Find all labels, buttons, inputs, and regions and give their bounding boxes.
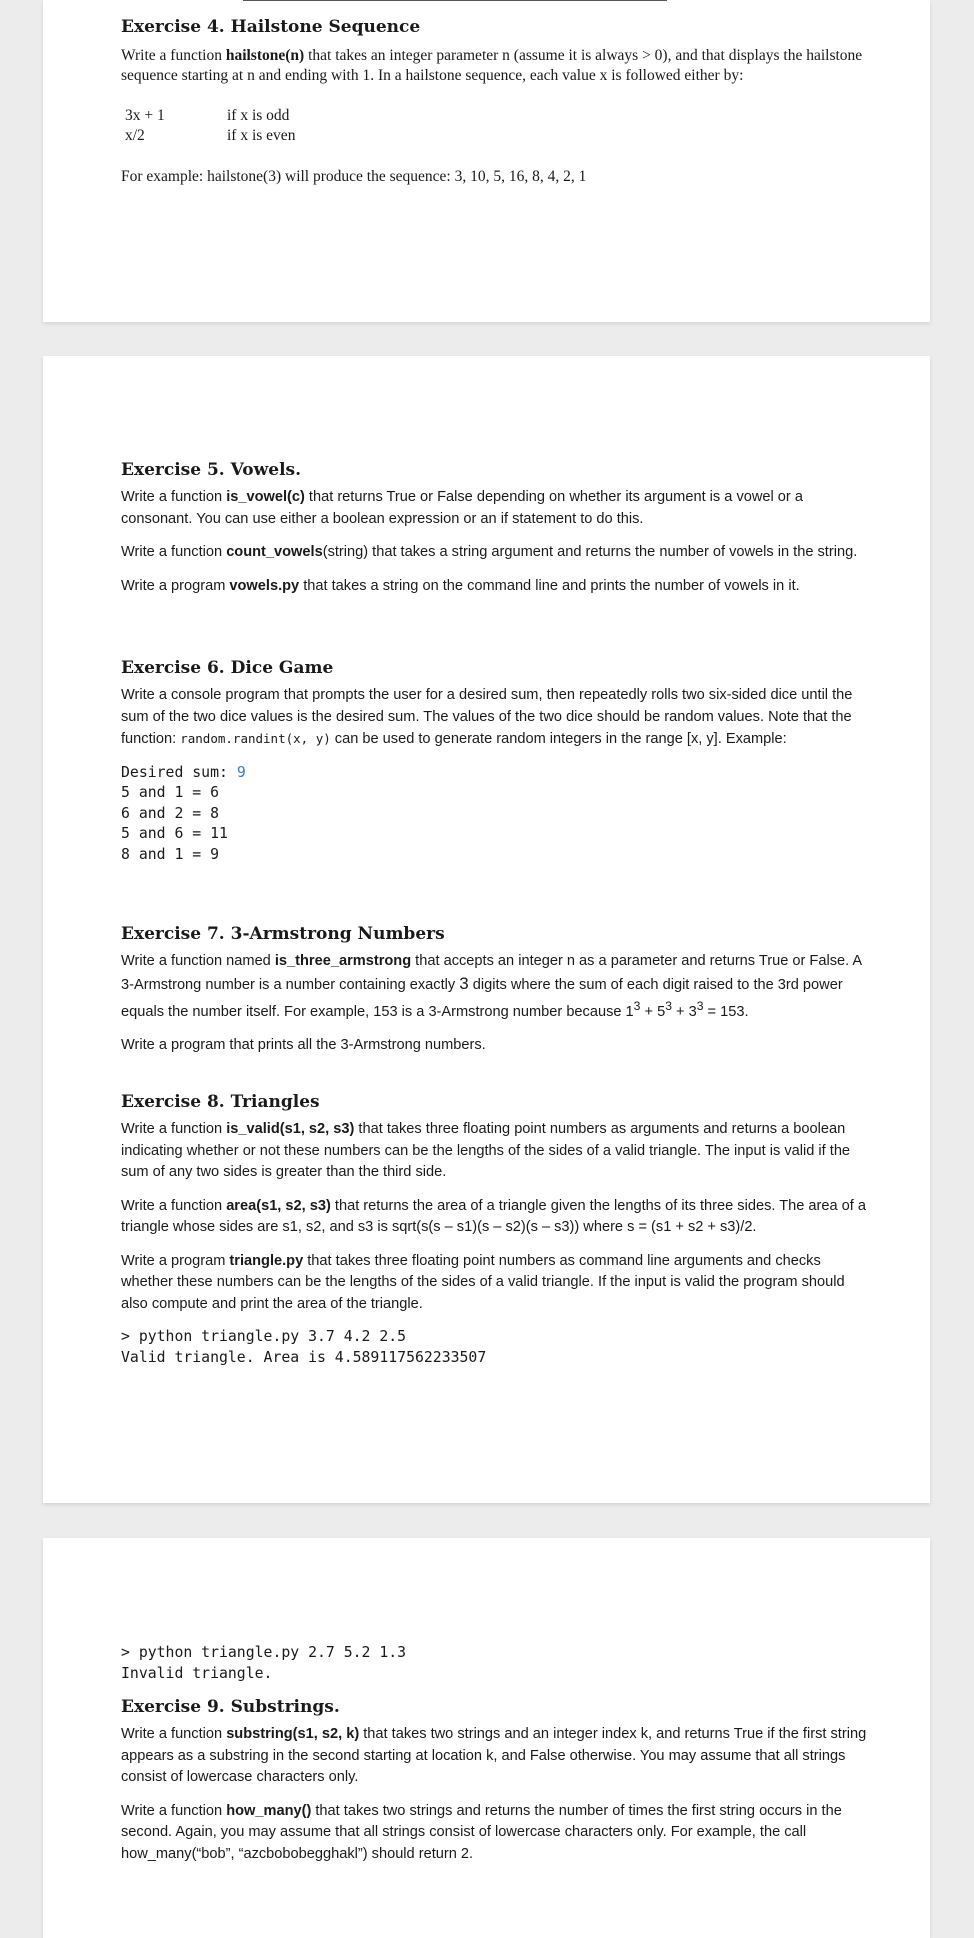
- exercise-7-p2: Write a program that prints all the 3-Armstrong numbers.: [121, 1037, 486, 1054]
- console-line: 5 and 6 = 11: [121, 825, 228, 842]
- exercise-5-title: Exercise 5. Vowels.: [121, 460, 302, 480]
- exercise-4-description: Write a function hailstone(n) that takes an integer parameter n (assume it is always > 0), and that displays the hailstone sequence starting at n and ending with 1. In a hailstone sequence, each value x is followed either by:: [121, 47, 863, 84]
- exercise-7: [121, 923, 871, 1057]
- rule-odd: 3x + 1 if x is odd: [125, 107, 290, 124]
- console-line: Invalid triangle.: [121, 1664, 273, 1682]
- exercise-5-p1: Write a function is_vowel(c) that returns True or False depending on whether its argument is a vowel or a consonant. You can use either a boolean expression or an if statement to do this.: [121, 489, 803, 527]
- exercise-8-p3: Write a program triangle.py that takes three floating point numbers as command line arguments and checks whether these numbers can be the lengths of the sides of a valid triangle. If the input is valid the program should also compute and print the area of the triangle.: [121, 1252, 845, 1312]
- exercise-9-p2: Write a function how_many() that takes two strings and returns the number of times the first string occurs in the second. Again, you may assume that all strings consist of lowercase characters only. For example, the call how_many(“bob”, “azcbobobegghakl”) should return 2.: [121, 1802, 842, 1862]
- exercise-9-p1: Write a function substring(s1, s2, k) that takes two strings and an integer index k, and returns True if the first string appears as a substring in the second starting at location k, and False otherwise. You may assume that all strings consist of lowercase characters only.: [121, 1726, 867, 1785]
- console-line: 5 and 1 = 6: [121, 784, 219, 801]
- exercise-6-title: Exercise 6. Dice Game: [121, 658, 334, 678]
- dice-console-output: [121, 763, 871, 866]
- exercise-7-title: Exercise 7. 3-Armstrong Numbers: [121, 924, 445, 944]
- exercise-9-title: Exercise 9. Substrings.: [121, 1697, 340, 1717]
- exercise-8-p2: Write a function area(s1, s2, s3) that returns the area of a triangle given the lengths of its three sides. The area of a triangle whose sides are s1, s2, and s3 is sqrt(s(s – s1)(s – s2)(s – s3)) where s = (s1 + s2 + s3)/2.: [121, 1197, 867, 1235]
- hailstone-rules: [125, 106, 295, 146]
- rule-even: x/2 if x is even: [125, 127, 296, 144]
- exercise-5-p2: Write a function count_vowels(string) that takes a string argument and returns the number of vowels in the string.: [121, 544, 858, 560]
- triangle-console-output-2: [121, 1643, 871, 1684]
- exercise-9: [121, 1696, 871, 1865]
- exercise-6: [121, 657, 871, 865]
- document-page-2: [43, 356, 930, 1503]
- exercise-7-p1: Write a function named is_three_armstrong that accepts an integer n as a parameter and returns True or False. A 3-Armstrong number is a number containing exactly 3 digits where the sum of each digit raised to the 3rd power equals the number itself. For example, 153 is a 3-Armstrong number because $1^3 + 5^3 + 3^3 = 153$.: [121, 953, 862, 1020]
- cut-off-underline: [243, 0, 667, 1]
- exercise-4-example: For example: hailstone(3) will produce the sequence: 3, 10, 5, 16, 8, 4, 2, 1: [121, 168, 587, 185]
- triangle-console-output-1: [121, 1327, 871, 1368]
- console-line: 8 and 1 = 9: [121, 845, 219, 863]
- exercise-5-p3: Write a program vowels.py that takes a string on the command line and prints the number of vowels in it.: [121, 577, 800, 594]
- console-line: Valid triangle. Area is 4.589117562233507: [121, 1348, 487, 1366]
- exercise-5: [121, 459, 871, 597]
- console-line: Desired sum: 9: [121, 763, 246, 781]
- exercise-8-p1: Write a function is_valid(s1, s2, s3) that takes three floating point numbers as arguments and returns a boolean indicating whether or not these numbers can be the lengths of the sides of a valid triangle. The input is valid if the sum of any two sides is greater than the third side.: [121, 1121, 851, 1180]
- exercise-8: [121, 1091, 871, 1368]
- hailstone-fn: hailstone(n): [225, 47, 305, 64]
- console-line: > python triangle.py 3.7 4.2 2.5: [121, 1328, 407, 1345]
- exercise-4: [121, 16, 871, 185]
- document-page-3: [43, 1538, 930, 1938]
- document-page-1: [43, 0, 930, 322]
- exercise-4-title: Exercise 4. Hailstone Sequence: [121, 17, 421, 37]
- console-line: 6 and 2 = 8: [121, 804, 219, 822]
- exercise-8-title: Exercise 8. Triangles: [121, 1092, 320, 1112]
- exercise-6-p1: Write a console program that prompts the user for a desired sum, then repeatedly rolls two six-sided dice until the sum of the two dice values is the desired sum. The values of the two dice should be random values. Note that the function: random.randint(x, y) can be used to generate random integers in the range [x, y]. Example:: [121, 687, 853, 747]
- exercise-8-continued: [121, 1643, 871, 1684]
- console-line: > python triangle.py 2.7 5.2 1.3: [121, 1644, 407, 1661]
